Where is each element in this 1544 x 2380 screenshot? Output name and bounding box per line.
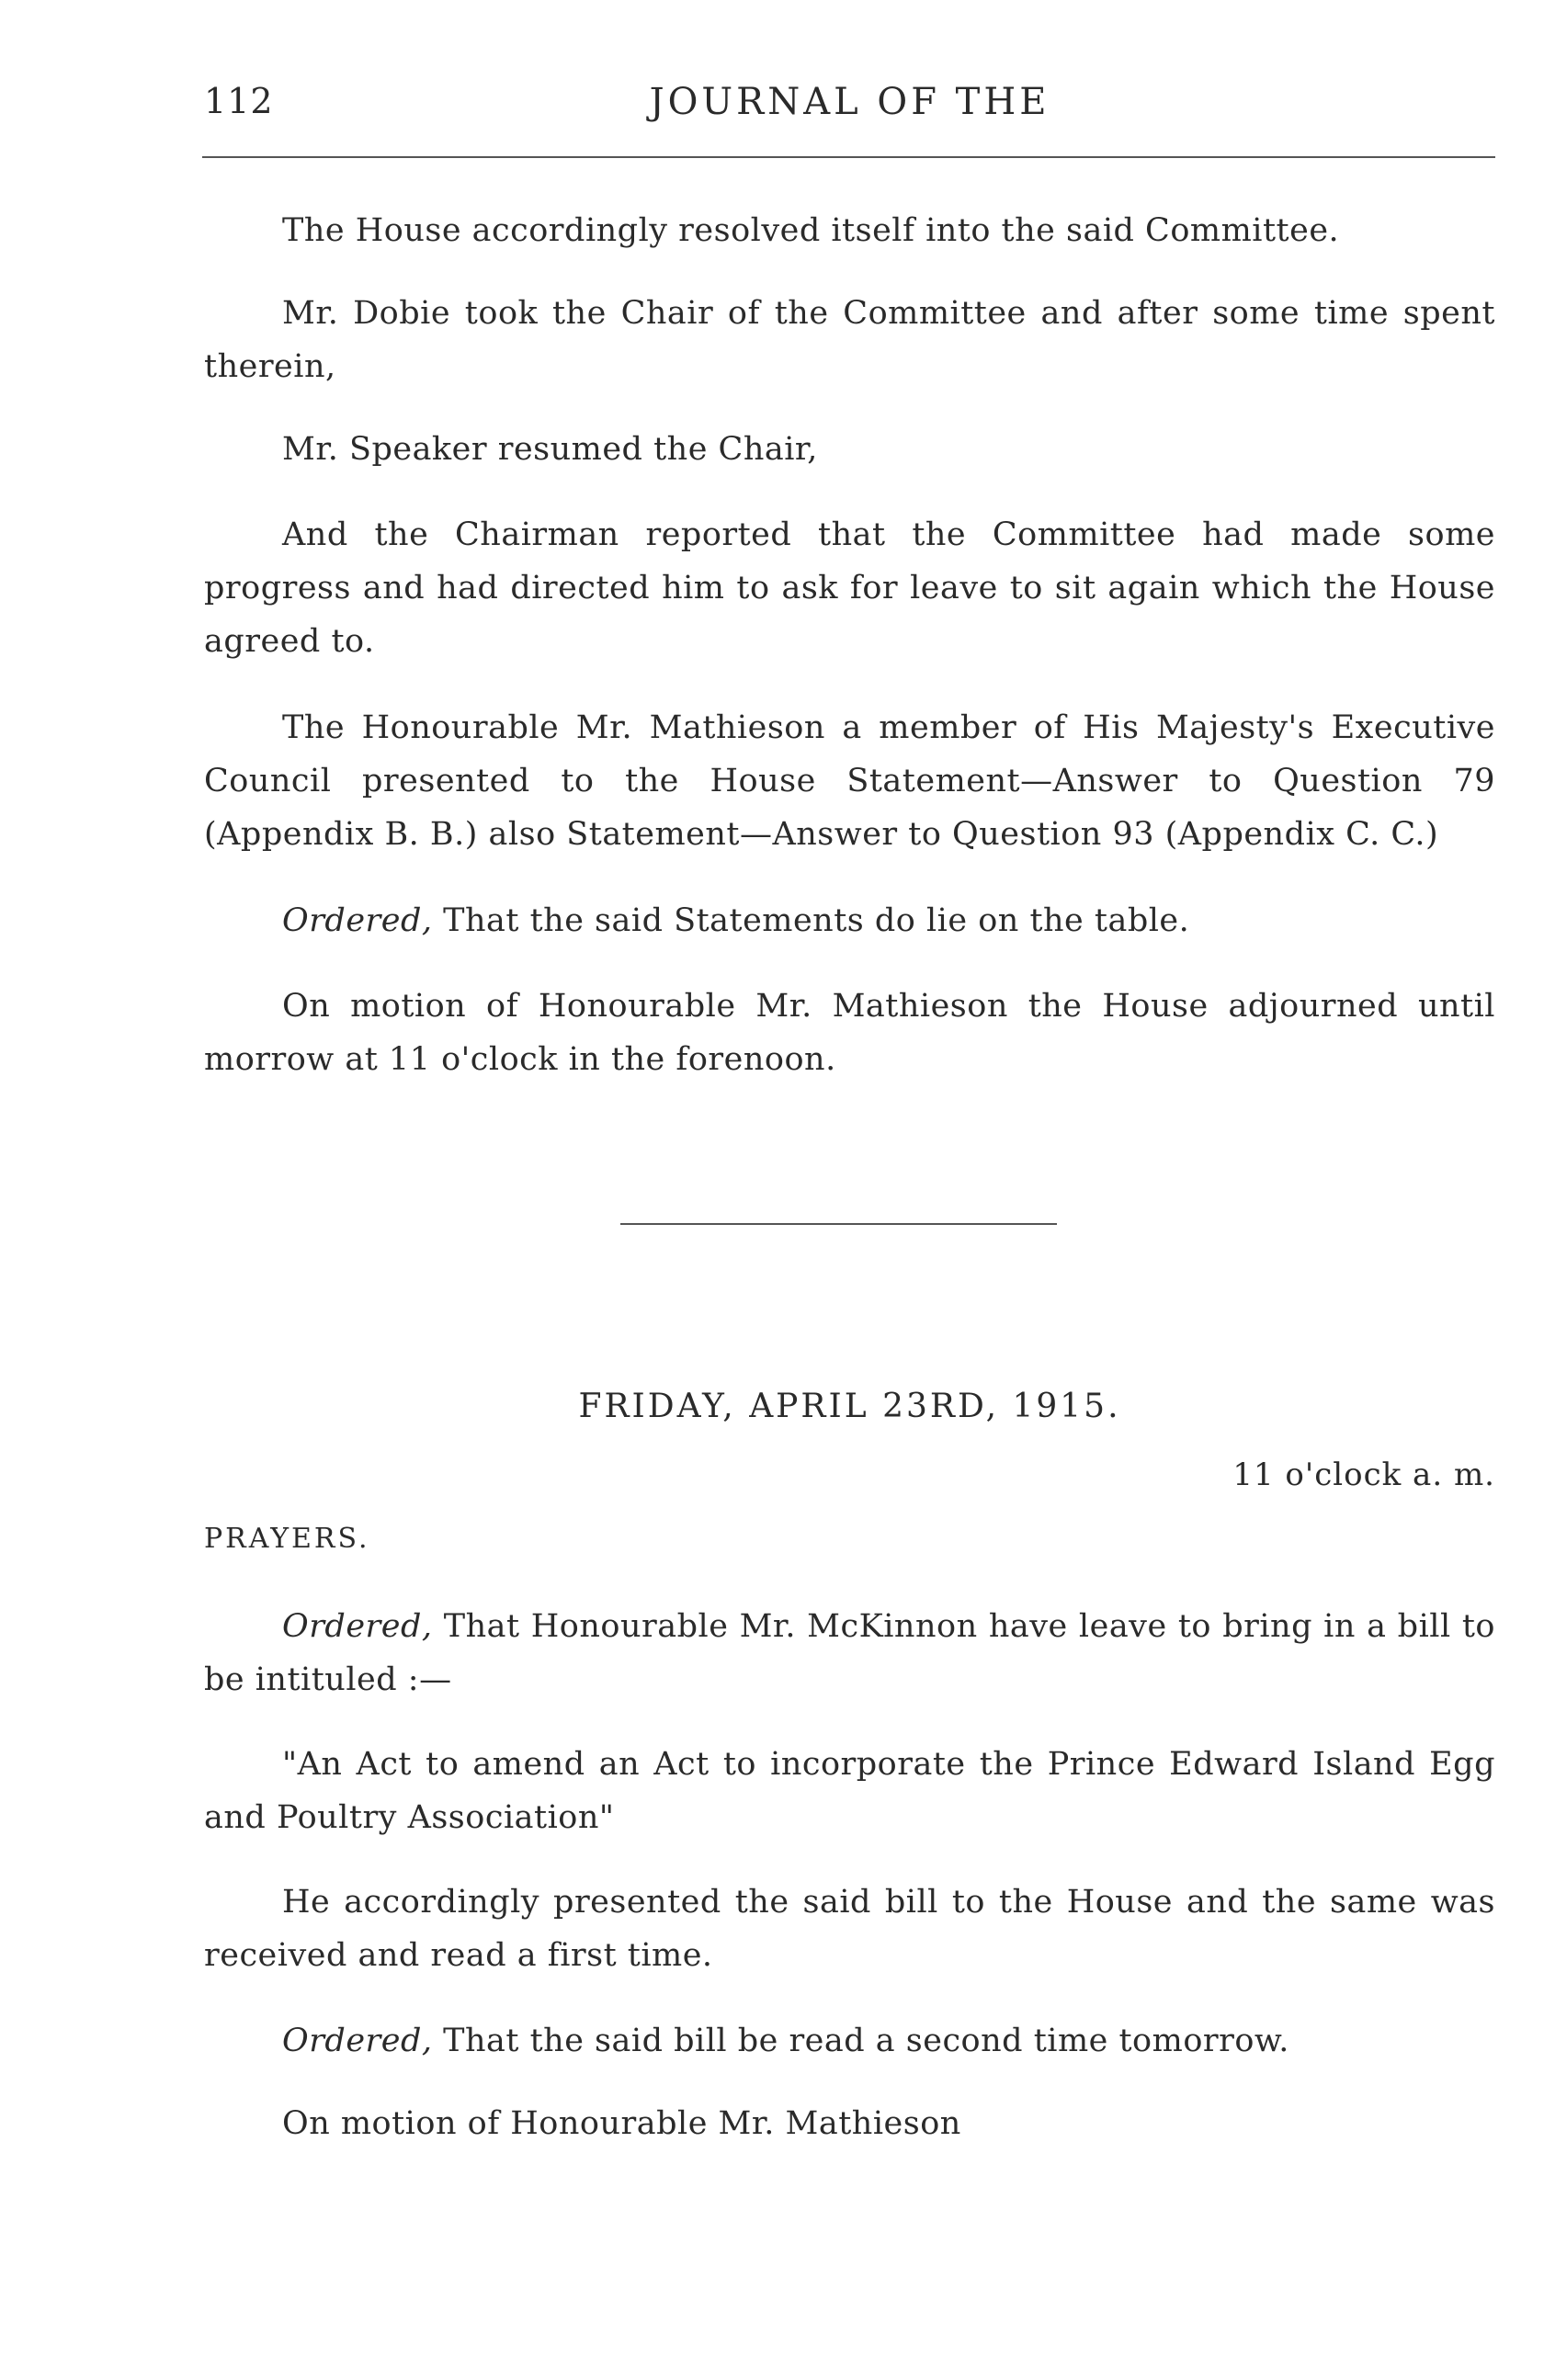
ordered-label: Ordered, — [282, 2023, 433, 2059]
ordered-text: That the said bill be read a second time tomorrow. — [432, 2023, 1289, 2059]
header-rule — [202, 156, 1495, 158]
page-header — [204, 81, 1495, 136]
paragraph-mathieson-statements: The Honourable Mr. Mathieson a member of His Majesty's Executive Council presented to the House Statement—Answer to Question 79 (Appendix B. B.) also Statement—Answer to Question 93 (Appendix C. C.) — [204, 709, 1495, 853]
ordered-label: Ordered, — [282, 1608, 433, 1645]
running-title: JOURNAL OF THE — [649, 81, 1050, 123]
paragraph-chairman-reported: And the Chairman reported that the Committee had made some progress and had directed him to ask for leave to sit again which the House agreed to. — [204, 516, 1495, 660]
paragraph-ordered-statements — [204, 894, 1495, 947]
page-number: 112 — [204, 81, 274, 121]
paragraph-ordered-second-reading — [204, 2014, 1495, 2068]
sitting-time: 11 o'clock a. m. — [1232, 1456, 1495, 1493]
paragraph-committee-resolved: The House accordingly resolved itself into the said Committee. — [282, 212, 1340, 249]
paragraph-ordered-mckinnon — [204, 1600, 1495, 1706]
paragraph-speaker-resumed: Mr. Speaker resumed the Chair, — [282, 431, 818, 468]
ordered-label: Ordered, — [282, 902, 433, 939]
prayers-heading: PRAYERS. — [204, 1523, 370, 1555]
paragraph-bill-title: "An Act to amend an Act to incorporate the Prince Edward Island Egg and Poultry Association" — [204, 1746, 1495, 1836]
ordered-text: That Honourable Mr. McKinnon have leave to bring in a bill to be intituled :— — [204, 1608, 1495, 1698]
ordered-text: That the said Statements do lie on the table. — [432, 902, 1190, 939]
paragraph-bill-presented: He accordingly presented the said bill to the House and the same was received and read a first time. — [204, 1884, 1495, 1974]
paragraph-adjourned: On motion of Honourable Mr. Mathieson the House adjourned until morrow at 11 o'clock in the forenoon. — [204, 988, 1495, 1078]
paragraph-dobie-chair: Mr. Dobie took the Chair of the Committee and after some time spent therein, — [204, 295, 1495, 385]
sitting-date: FRIDAY, APRIL 23RD, 1915. — [578, 1388, 1121, 1425]
section-divider — [620, 1223, 1057, 1225]
paragraph-motion-mathieson: On motion of Honourable Mr. Mathieson — [282, 2105, 961, 2142]
